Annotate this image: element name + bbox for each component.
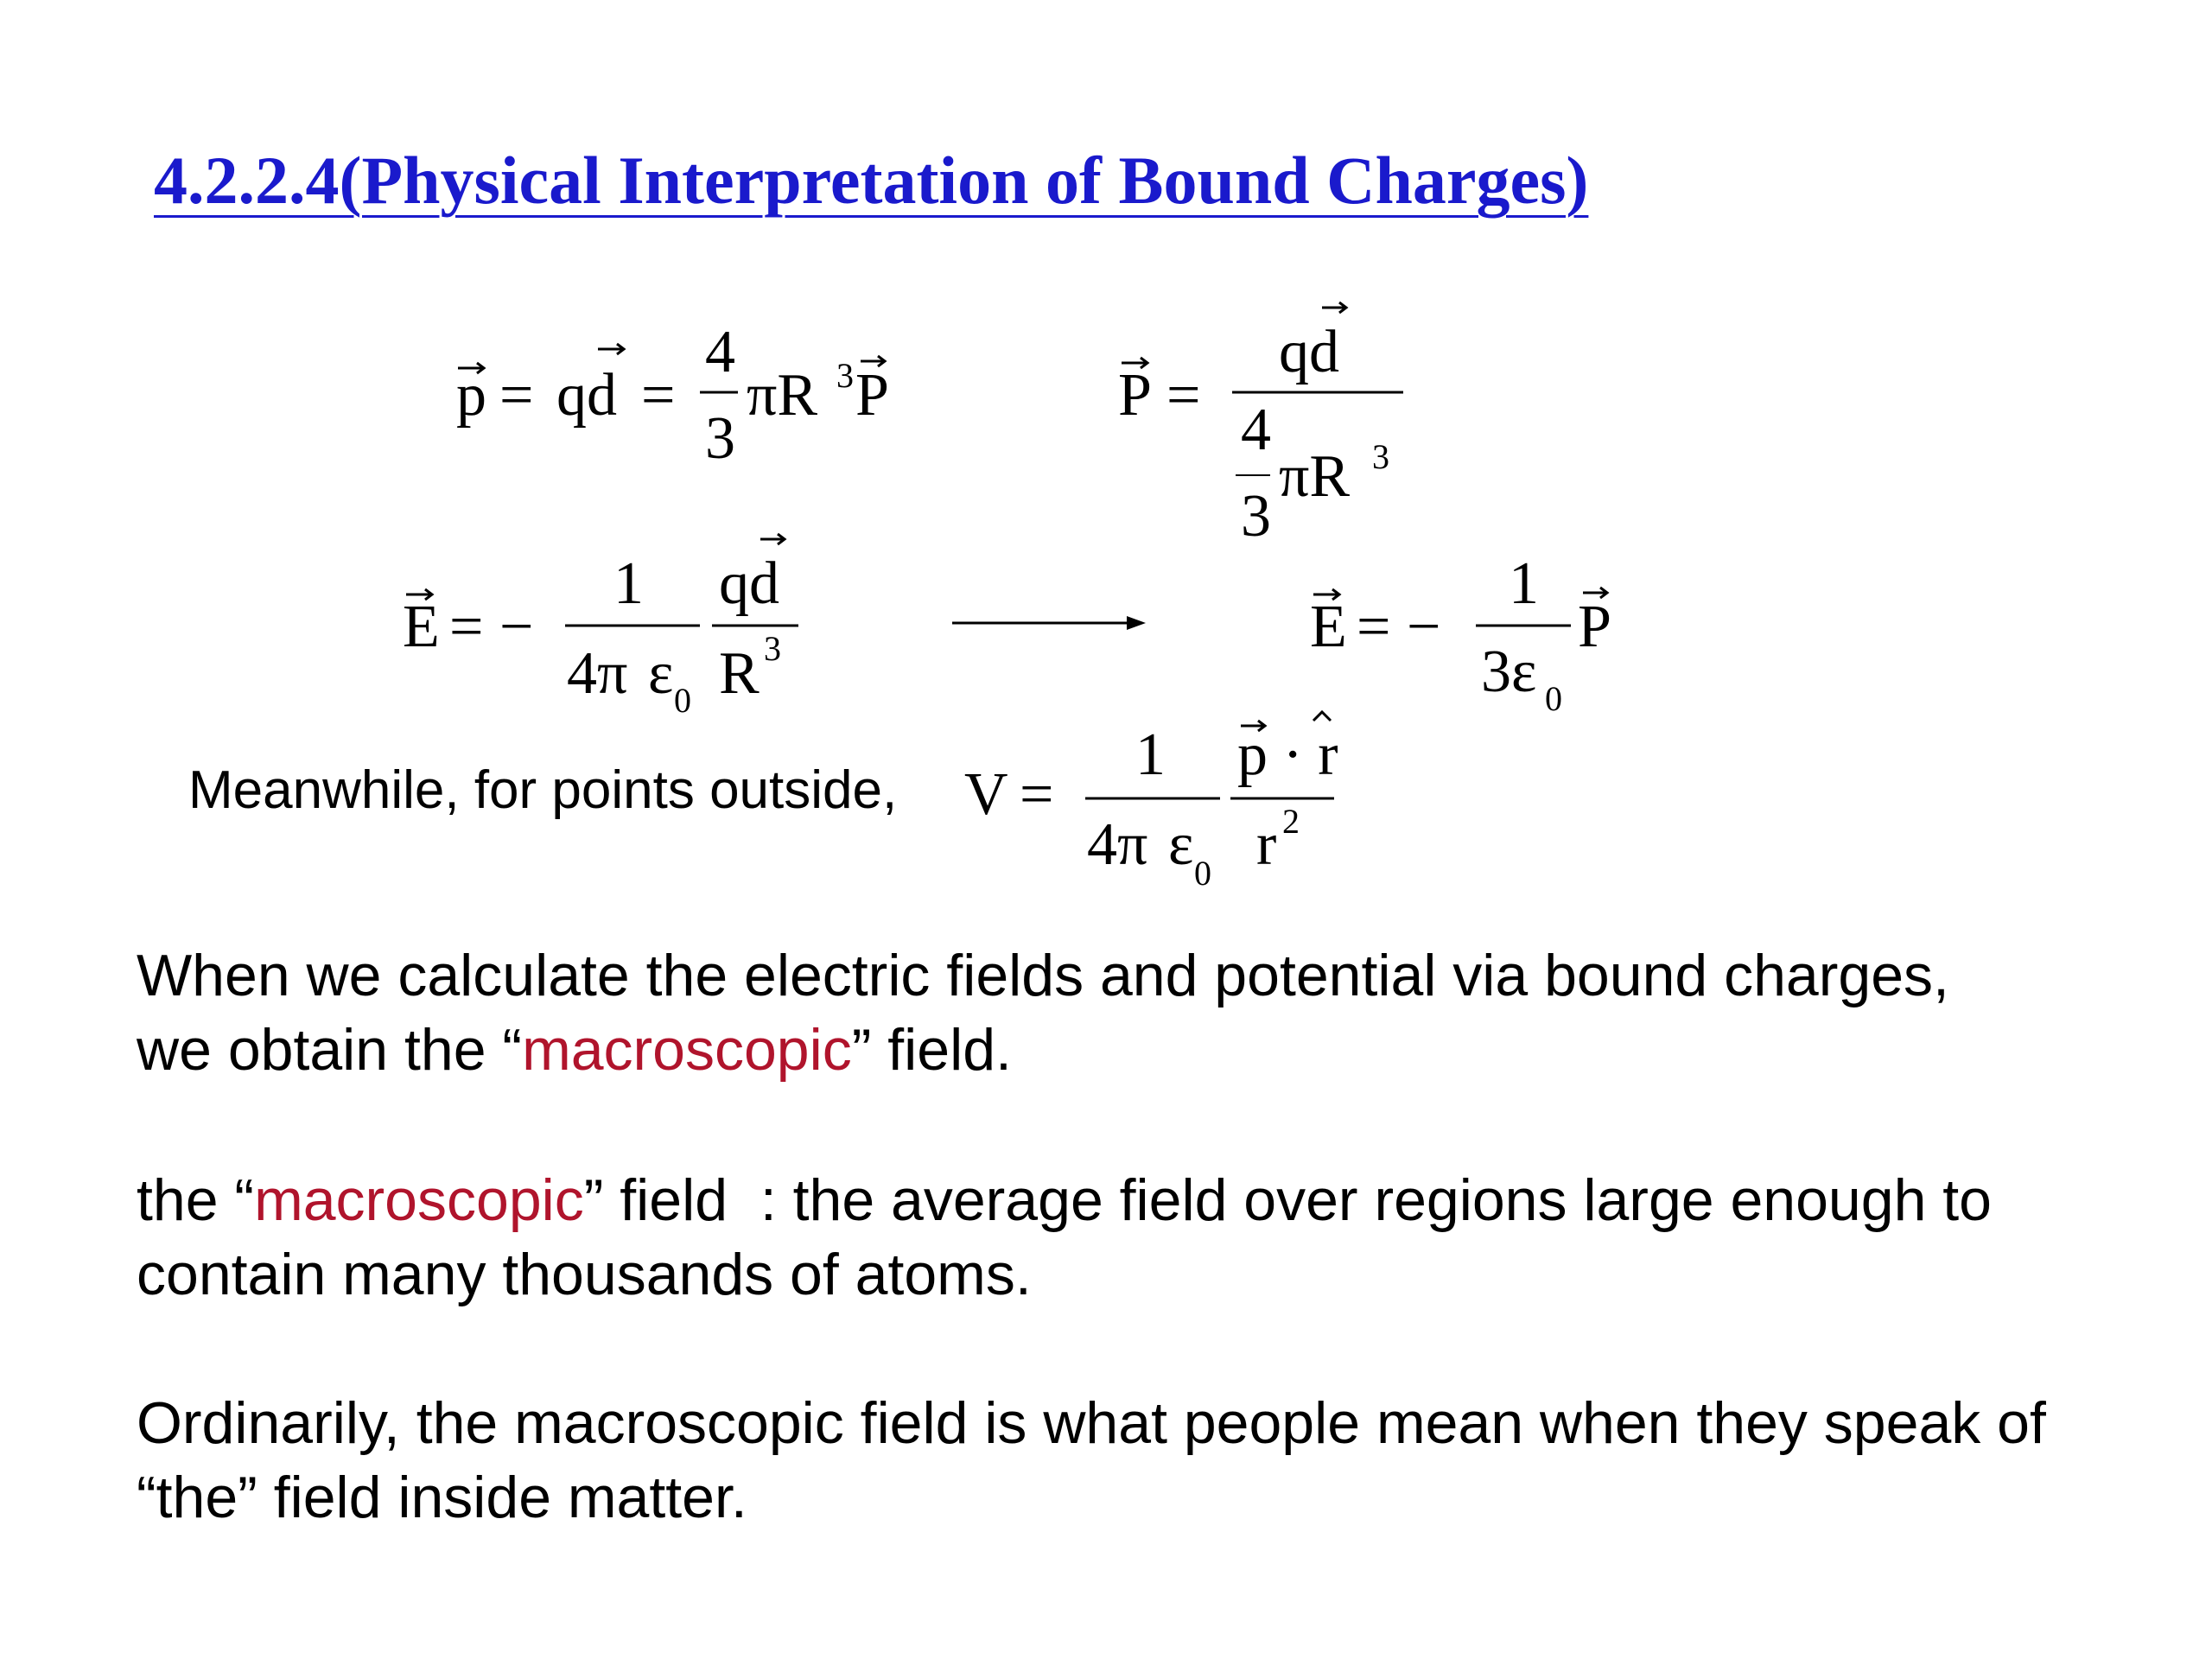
eq-symbol: 3 <box>1372 437 1389 476</box>
text-run: we obtain the “ <box>137 1017 523 1083</box>
eq-symbol: 3 <box>764 629 781 668</box>
eq-symbol: p <box>456 362 486 429</box>
eq-symbol: = <box>1020 761 1054 828</box>
eq-symbol: qd <box>556 362 617 429</box>
meanwhile-label: Meanwhile, for points outside, <box>188 760 898 820</box>
text-run: the “ <box>137 1167 255 1233</box>
paragraph-line <box>137 1013 2124 1087</box>
paragraph-line: When we calculate the electric fields and potential via bound charges, <box>137 943 1949 1008</box>
eq-symbol: V <box>964 761 1008 828</box>
eq-symbol: qd <box>719 550 779 617</box>
paragraph-macroscopic-intro <box>137 938 2124 1087</box>
eq-symbol: 4π <box>1087 811 1148 878</box>
eq-symbol: 3ε <box>1481 639 1537 705</box>
eq-symbol: 4 <box>1241 397 1271 463</box>
equation-dipole-moment <box>449 311 933 484</box>
eq-symbol: = <box>1357 594 1391 660</box>
eq-symbol: 3 <box>836 356 854 395</box>
eq-symbol: πR <box>747 362 818 429</box>
equation-field-inside <box>397 527 830 734</box>
eq-symbol: p · r <box>1237 721 1338 788</box>
eq-symbol: r <box>1256 811 1277 878</box>
eq-symbol: ε <box>1168 811 1194 878</box>
eq-symbol: πR <box>1279 443 1351 510</box>
eq-symbol: 1 <box>613 550 644 617</box>
eq-symbol: 0 <box>1545 679 1562 718</box>
text-run: ” field : the average field over regions large enough to contain many thousands of atoms. <box>137 1167 2008 1307</box>
eq-symbol: 1 <box>1135 721 1166 788</box>
eq-symbol: = <box>641 362 676 429</box>
eq-symbol: 3 <box>705 405 735 472</box>
paragraph-macroscopic-definition <box>137 1163 2124 1312</box>
equation-field-result <box>1305 536 1650 726</box>
eq-symbol: − <box>499 594 534 660</box>
eq-symbol: P <box>1578 594 1611 660</box>
eq-symbol: 3 <box>1241 483 1271 550</box>
highlight-term: macroscopic <box>522 1017 852 1083</box>
eq-symbol: R <box>719 640 760 707</box>
eq-symbol: 0 <box>1194 854 1211 893</box>
equation-polarization <box>1115 294 1460 570</box>
eq-symbol: E <box>1310 594 1347 660</box>
eq-symbol: = <box>1166 362 1201 429</box>
eq-symbol: qd <box>1279 319 1339 385</box>
eq-symbol: − <box>1407 594 1441 660</box>
eq-symbol: 4π <box>567 640 628 707</box>
slide-title: 4.2.2.4(Physical Interpretation of Bound Charges) <box>154 143 1589 218</box>
text-run: ” field. <box>851 1017 1012 1083</box>
arrow-icon <box>950 610 1158 636</box>
eq-symbol: 2 <box>1282 802 1300 841</box>
eq-symbol: ε <box>648 640 674 707</box>
eq-symbol: 0 <box>674 681 691 720</box>
eq-symbol: 1 <box>1509 550 1539 617</box>
equation-potential-outside <box>959 717 1374 907</box>
eq-symbol: E <box>403 594 440 660</box>
eq-symbol: 4 <box>705 319 735 385</box>
eq-symbol: P <box>1118 362 1152 429</box>
eq-symbol: P <box>855 362 889 429</box>
eq-symbol: = <box>449 594 484 660</box>
highlight-term: macroscopic <box>254 1167 584 1233</box>
eq-symbol: = <box>499 362 534 429</box>
paragraph-ordinary-meaning: Ordinarily, the macroscopic field is what people mean when they speak of “the” field inside matter. <box>137 1390 2046 1530</box>
